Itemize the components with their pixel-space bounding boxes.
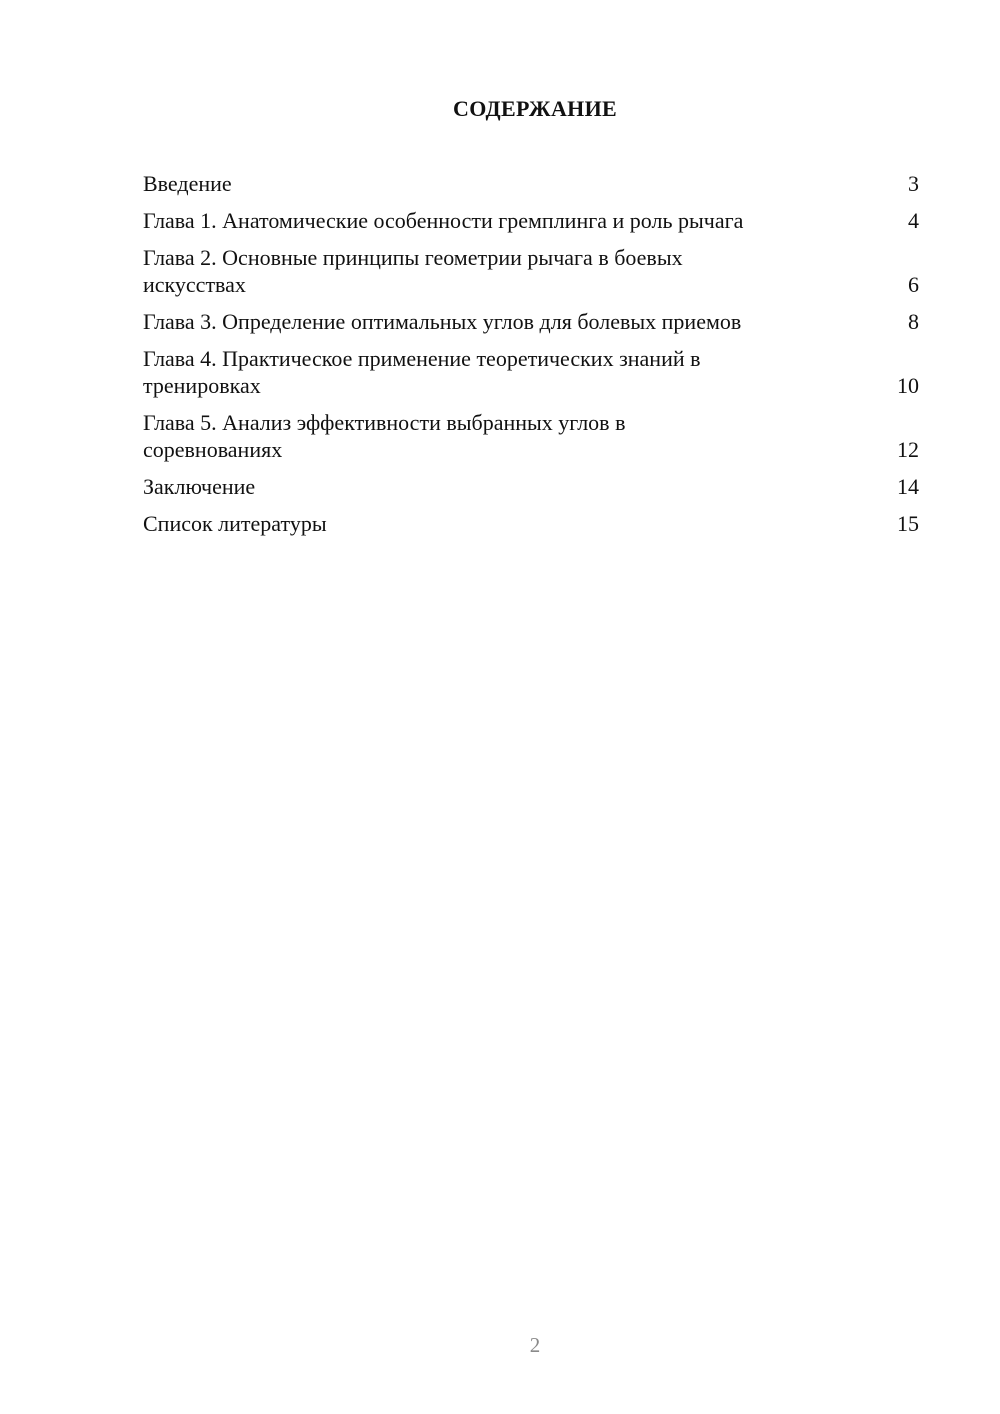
toc-entry-page: 4	[908, 208, 919, 233]
page-title: СОДЕРЖАНИЕ	[453, 96, 617, 121]
toc-entry-title: Глава 4. Практическое применение теоретических знаний в тренировках	[143, 346, 701, 398]
toc-entry-page: 15	[897, 511, 919, 536]
toc-entry-page: 3	[908, 171, 919, 196]
toc-entry-references	[143, 510, 919, 537]
page-number: 2	[529, 1333, 541, 1357]
toc-entry-conclusion	[143, 473, 919, 500]
toc-entry-title: Список литературы	[143, 511, 327, 536]
toc-entry-chapter-1	[143, 207, 919, 234]
toc-entry-chapter-4	[143, 345, 919, 399]
toc-entry-page: 10	[897, 373, 919, 398]
toc-entry-title: Глава 1. Анатомические особенности гремплинга и роль рычага	[143, 208, 744, 233]
toc-entry-title: Глава 2. Основные принципы геометрии рычага в боевых искусствах	[143, 245, 683, 297]
toc-entry-chapter-5	[143, 409, 919, 463]
toc-entry-introduction	[143, 170, 919, 197]
toc-entry-title: Глава 3. Определение оптимальных углов для болевых приемов	[143, 309, 742, 334]
toc-entry-page: 12	[897, 437, 919, 462]
toc-entry-title: Введение	[143, 171, 232, 196]
toc-entry-title: Глава 5. Анализ эффективности выбранных углов в соревнованиях	[143, 410, 626, 462]
toc-entry-chapter-2	[143, 244, 919, 298]
toc-entry-chapter-3	[143, 308, 919, 335]
toc-entry-page: 14	[897, 474, 919, 499]
toc-entry-page: 6	[908, 272, 919, 297]
toc-entry-title: Заключение	[143, 474, 256, 499]
toc-entry-page: 8	[908, 309, 919, 334]
table-of-contents	[143, 170, 919, 547]
